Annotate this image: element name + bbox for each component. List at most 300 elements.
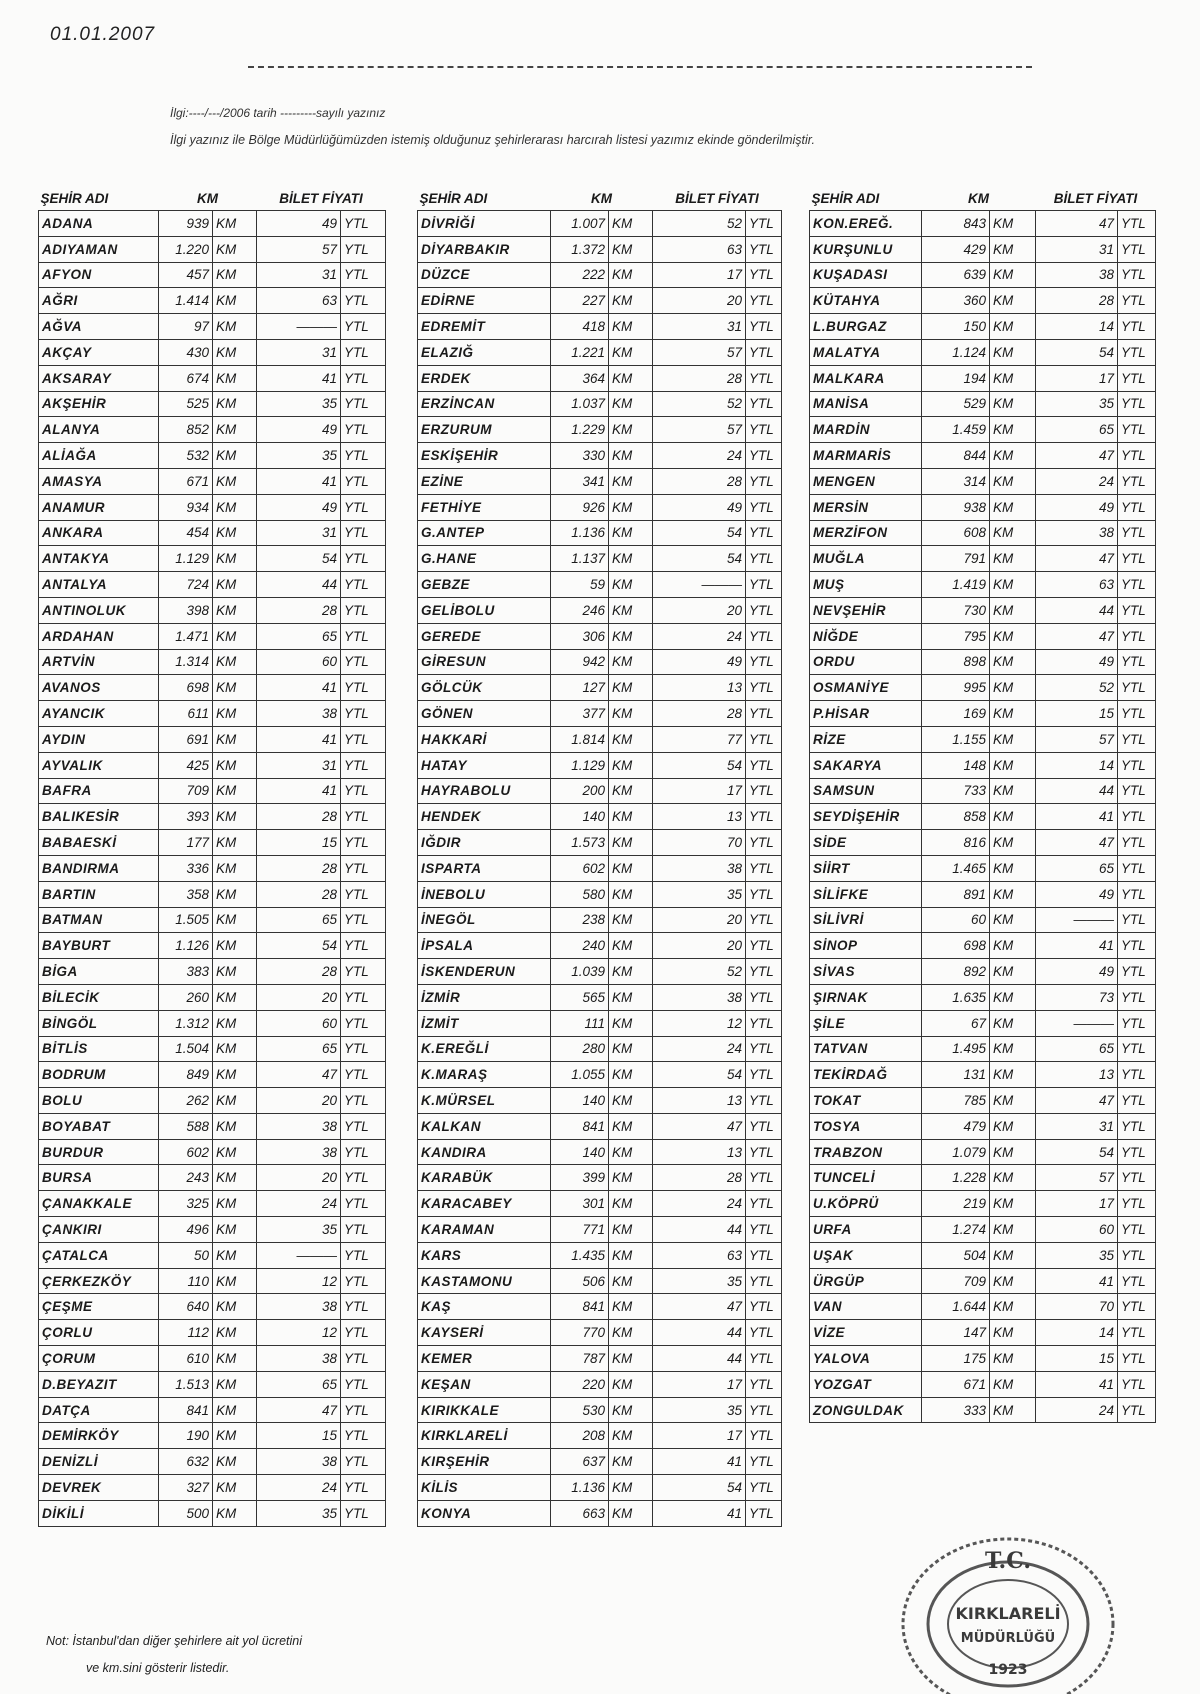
fare-cell: 49 xyxy=(653,494,746,520)
currency-cell: YTL xyxy=(746,597,782,623)
fare-cell: 54 xyxy=(257,546,341,572)
km-cell: 60 xyxy=(922,907,990,933)
fare-cell: 35 xyxy=(653,1397,746,1423)
stamp-text-lower: MÜDÜRLÜĞÜ xyxy=(960,1631,1056,1646)
currency-cell: YTL xyxy=(341,1294,386,1320)
fare-cell: 20 xyxy=(653,288,746,314)
fare-cell: 63 xyxy=(257,288,341,314)
fare-cell: ——— xyxy=(257,1242,341,1268)
table-row xyxy=(810,546,1156,572)
km-cell: 506 xyxy=(551,1268,609,1294)
fare-cell: 31 xyxy=(257,339,341,365)
city-cell: ÇATALCA xyxy=(39,1242,159,1268)
km-unit-cell: KM xyxy=(609,365,653,391)
city-cell: VİZE xyxy=(810,1320,922,1346)
table-row xyxy=(810,1062,1156,1088)
city-cell: GÖLCÜK xyxy=(418,675,551,701)
city-cell: AKŞEHİR xyxy=(39,391,159,417)
km-unit-cell: KM xyxy=(609,623,653,649)
currency-cell: YTL xyxy=(1118,1191,1156,1217)
km-cell: 841 xyxy=(551,1294,609,1320)
km-cell: 1.221 xyxy=(551,339,609,365)
km-unit-cell: KM xyxy=(213,443,257,469)
currency-cell: YTL xyxy=(1118,1346,1156,1372)
city-cell: ÇORUM xyxy=(39,1346,159,1372)
table-row xyxy=(810,855,1156,881)
currency-cell: YTL xyxy=(341,959,386,985)
city-cell: KİLİS xyxy=(418,1475,551,1501)
km-cell: 530 xyxy=(551,1397,609,1423)
table-row xyxy=(418,1371,782,1397)
km-unit-cell: KM xyxy=(990,1371,1036,1397)
currency-cell: YTL xyxy=(746,701,782,727)
km-unit-cell: KM xyxy=(990,933,1036,959)
km-unit-cell: KM xyxy=(213,288,257,314)
table-row xyxy=(39,443,386,469)
currency-cell: YTL xyxy=(746,236,782,262)
currency-cell: YTL xyxy=(746,1346,782,1372)
km-unit-cell: KM xyxy=(609,804,653,830)
currency-cell: YTL xyxy=(1118,339,1156,365)
table-row xyxy=(810,1139,1156,1165)
km-unit-cell: KM xyxy=(213,1010,257,1036)
km-cell: 532 xyxy=(159,443,213,469)
km-unit-cell: KM xyxy=(213,675,257,701)
km-unit-cell: KM xyxy=(990,959,1036,985)
km-unit-cell: KM xyxy=(213,1294,257,1320)
km-cell: 785 xyxy=(922,1088,990,1114)
km-cell: 1.459 xyxy=(922,417,990,443)
km-unit-cell: KM xyxy=(213,778,257,804)
km-cell: 1.037 xyxy=(551,391,609,417)
km-cell: 393 xyxy=(159,804,213,830)
km-cell: 1.814 xyxy=(551,726,609,752)
km-unit-cell: KM xyxy=(990,804,1036,830)
table-row xyxy=(39,830,386,856)
table-row xyxy=(39,1165,386,1191)
currency-cell: YTL xyxy=(746,1423,782,1449)
city-cell: KALKAN xyxy=(418,1113,551,1139)
km-unit-cell: KM xyxy=(213,855,257,881)
footnote xyxy=(46,1628,302,1682)
km-cell: 608 xyxy=(922,520,990,546)
km-unit-cell: KM xyxy=(609,339,653,365)
table-row xyxy=(810,1217,1156,1243)
km-unit-cell: KM xyxy=(609,1088,653,1114)
city-cell: DEVREK xyxy=(39,1475,159,1501)
currency-cell: YTL xyxy=(341,1010,386,1036)
table-row xyxy=(418,1449,782,1475)
table-row xyxy=(810,1346,1156,1372)
stamp-text-middle: KIRKLARELİ xyxy=(955,1604,1061,1623)
table-row xyxy=(418,1397,782,1423)
city-cell: YALOVA xyxy=(810,1346,922,1372)
currency-cell: YTL xyxy=(1118,546,1156,572)
km-cell: 639 xyxy=(922,262,990,288)
fare-cell: 13 xyxy=(1036,1062,1118,1088)
km-cell: 360 xyxy=(922,288,990,314)
table-header-row xyxy=(810,186,1156,211)
km-unit-cell: KM xyxy=(213,1268,257,1294)
table-row xyxy=(39,236,386,262)
table-row xyxy=(418,855,782,881)
km-unit-cell: KM xyxy=(990,855,1036,881)
fare-cell: 28 xyxy=(257,959,341,985)
fare-cell: 15 xyxy=(1036,1346,1118,1372)
km-cell: 262 xyxy=(159,1088,213,1114)
city-cell: KAŞ xyxy=(418,1294,551,1320)
table-row xyxy=(810,752,1156,778)
table-row xyxy=(418,984,782,1010)
km-cell: 663 xyxy=(551,1500,609,1526)
km-unit-cell: KM xyxy=(213,1320,257,1346)
table-row xyxy=(810,907,1156,933)
fare-cell: 17 xyxy=(653,1371,746,1397)
km-cell: 425 xyxy=(159,752,213,778)
km-unit-cell: KM xyxy=(609,1320,653,1346)
city-cell: ÇERKEZKÖY xyxy=(39,1268,159,1294)
km-unit-cell: KM xyxy=(213,211,257,237)
table-row xyxy=(810,649,1156,675)
city-cell: AYVALIK xyxy=(39,752,159,778)
table-row xyxy=(39,726,386,752)
km-unit-cell: KM xyxy=(609,1294,653,1320)
km-cell: 891 xyxy=(922,881,990,907)
table-row xyxy=(39,1010,386,1036)
city-cell: HATAY xyxy=(418,752,551,778)
km-cell: 787 xyxy=(551,1346,609,1372)
city-cell: KURŞUNLU xyxy=(810,236,922,262)
city-cell: KONYA xyxy=(418,1500,551,1526)
km-cell: 640 xyxy=(159,1294,213,1320)
fare-cell: 28 xyxy=(653,1165,746,1191)
currency-cell: YTL xyxy=(341,1397,386,1423)
km-unit-cell: KM xyxy=(990,572,1036,598)
km-cell: 611 xyxy=(159,701,213,727)
city-cell: KIRKLARELİ xyxy=(418,1423,551,1449)
km-unit-cell: KM xyxy=(609,933,653,959)
km-unit-cell: KM xyxy=(213,1088,257,1114)
km-cell: 892 xyxy=(922,959,990,985)
fare-cell: 63 xyxy=(653,236,746,262)
currency-cell: YTL xyxy=(746,443,782,469)
km-unit-cell: KM xyxy=(609,959,653,985)
city-cell: AYDIN xyxy=(39,726,159,752)
city-cell: KON.EREĞ. xyxy=(810,211,922,237)
fare-cell: 28 xyxy=(653,468,746,494)
city-cell: YOZGAT xyxy=(810,1371,922,1397)
km-unit-cell: KM xyxy=(213,262,257,288)
table-row xyxy=(39,1191,386,1217)
city-cell: BURSA xyxy=(39,1165,159,1191)
table-row xyxy=(418,1320,782,1346)
header-fare: BİLET FİYATI xyxy=(675,190,759,206)
table-row xyxy=(39,572,386,598)
fare-cell: 35 xyxy=(257,391,341,417)
table-row xyxy=(39,597,386,623)
footnote-line-2: ve km.sini gösterir listedir. xyxy=(86,1661,230,1675)
fare-cell: 35 xyxy=(653,881,746,907)
city-cell: RİZE xyxy=(810,726,922,752)
header-divider xyxy=(248,66,1032,68)
table-row xyxy=(418,933,782,959)
currency-cell: YTL xyxy=(746,262,782,288)
table-row xyxy=(418,597,782,623)
currency-cell: YTL xyxy=(1118,314,1156,340)
currency-cell: YTL xyxy=(1118,1139,1156,1165)
currency-cell: YTL xyxy=(341,597,386,623)
city-cell: BARTIN xyxy=(39,881,159,907)
km-unit-cell: KM xyxy=(990,391,1036,417)
currency-cell: YTL xyxy=(1118,1371,1156,1397)
km-unit-cell: KM xyxy=(990,365,1036,391)
fare-cell: 57 xyxy=(1036,726,1118,752)
km-unit-cell: KM xyxy=(990,520,1036,546)
km-unit-cell: KM xyxy=(213,1217,257,1243)
km-unit-cell: KM xyxy=(990,262,1036,288)
table-row xyxy=(810,314,1156,340)
km-unit-cell: KM xyxy=(213,391,257,417)
fare-cell: 38 xyxy=(257,1139,341,1165)
fare-cell: 28 xyxy=(257,855,341,881)
km-cell: 111 xyxy=(551,1010,609,1036)
currency-cell: YTL xyxy=(1118,236,1156,262)
fare-cell: 38 xyxy=(1036,262,1118,288)
currency-cell: YTL xyxy=(341,933,386,959)
fare-cell: 31 xyxy=(1036,236,1118,262)
currency-cell: YTL xyxy=(746,907,782,933)
city-cell: EDREMİT xyxy=(418,314,551,340)
km-unit-cell: KM xyxy=(213,365,257,391)
table-row xyxy=(39,494,386,520)
city-cell: TRABZON xyxy=(810,1139,922,1165)
km-unit-cell: KM xyxy=(609,1449,653,1475)
km-unit-cell: KM xyxy=(990,494,1036,520)
table-row xyxy=(39,1242,386,1268)
city-cell: EDİRNE xyxy=(418,288,551,314)
currency-cell: YTL xyxy=(1118,443,1156,469)
currency-cell: YTL xyxy=(746,804,782,830)
fare-cell: 13 xyxy=(653,1139,746,1165)
table-row xyxy=(810,494,1156,520)
fare-cell: 41 xyxy=(653,1500,746,1526)
km-unit-cell: KM xyxy=(609,1062,653,1088)
header-city: ŞEHİR ADI xyxy=(811,190,880,206)
fare-cell: 47 xyxy=(1036,1088,1118,1114)
table-row xyxy=(39,907,386,933)
km-cell: 841 xyxy=(551,1113,609,1139)
city-cell: MALKARA xyxy=(810,365,922,391)
km-cell: 240 xyxy=(551,933,609,959)
header-km: KM xyxy=(197,190,218,206)
km-cell: 791 xyxy=(922,546,990,572)
km-cell: 336 xyxy=(159,855,213,881)
fare-cell: 65 xyxy=(1036,855,1118,881)
table-row xyxy=(810,1320,1156,1346)
table-row xyxy=(418,959,782,985)
currency-cell: YTL xyxy=(341,494,386,520)
currency-cell: YTL xyxy=(746,314,782,340)
fare-cell: 44 xyxy=(1036,597,1118,623)
city-cell: URFA xyxy=(810,1217,922,1243)
fare-cell: 57 xyxy=(1036,1165,1118,1191)
km-cell: 1.129 xyxy=(159,546,213,572)
km-cell: 637 xyxy=(551,1449,609,1475)
km-cell: 1.372 xyxy=(551,236,609,262)
table-row xyxy=(39,752,386,778)
km-unit-cell: KM xyxy=(990,597,1036,623)
fare-cell: 73 xyxy=(1036,984,1118,1010)
table-row xyxy=(39,468,386,494)
currency-cell: YTL xyxy=(341,778,386,804)
km-cell: 844 xyxy=(922,443,990,469)
distance-table-2 xyxy=(417,186,782,1527)
currency-cell: YTL xyxy=(341,572,386,598)
city-cell: ARDAHAN xyxy=(39,623,159,649)
km-cell: 1.136 xyxy=(551,1475,609,1501)
table-row xyxy=(39,1036,386,1062)
city-cell: K.EREĞLİ xyxy=(418,1036,551,1062)
table-row xyxy=(418,1010,782,1036)
table-row xyxy=(39,1371,386,1397)
city-cell: KARAMAN xyxy=(418,1217,551,1243)
city-cell: KEŞAN xyxy=(418,1371,551,1397)
km-cell: 398 xyxy=(159,597,213,623)
city-cell: ÇEŞME xyxy=(39,1294,159,1320)
table-row xyxy=(39,417,386,443)
currency-cell: YTL xyxy=(1118,1242,1156,1268)
km-unit-cell: KM xyxy=(990,1165,1036,1191)
city-cell: KARS xyxy=(418,1242,551,1268)
city-cell: İNEGÖL xyxy=(418,907,551,933)
km-cell: 140 xyxy=(551,804,609,830)
currency-cell: YTL xyxy=(746,984,782,1010)
km-unit-cell: KM xyxy=(609,262,653,288)
city-cell: MUĞLA xyxy=(810,546,922,572)
table-row xyxy=(810,701,1156,727)
subject-line: İlgi yazınız ile Bölge Müdürlüğümüzden istemiş olduğunuz şehirlerarası harcırah listesi yazımız ekinde gönderilmiştir. xyxy=(170,133,815,147)
km-cell: 816 xyxy=(922,830,990,856)
fare-cell: 35 xyxy=(1036,1242,1118,1268)
header-city: ŞEHİR ADI xyxy=(419,190,488,206)
km-unit-cell: KM xyxy=(609,211,653,237)
fare-cell: 20 xyxy=(653,907,746,933)
km-unit-cell: KM xyxy=(990,726,1036,752)
km-cell: 938 xyxy=(922,494,990,520)
km-unit-cell: KM xyxy=(213,1139,257,1165)
km-cell: 364 xyxy=(551,365,609,391)
fare-cell: 24 xyxy=(653,1191,746,1217)
km-unit-cell: KM xyxy=(990,1113,1036,1139)
km-unit-cell: KM xyxy=(609,236,653,262)
km-cell: 222 xyxy=(551,262,609,288)
km-unit-cell: KM xyxy=(990,236,1036,262)
km-cell: 358 xyxy=(159,881,213,907)
km-cell: 1.471 xyxy=(159,623,213,649)
currency-cell: YTL xyxy=(1118,365,1156,391)
km-cell: 898 xyxy=(922,649,990,675)
km-unit-cell: KM xyxy=(609,701,653,727)
city-cell: FETHİYE xyxy=(418,494,551,520)
table-row xyxy=(418,752,782,778)
fare-cell: 49 xyxy=(257,417,341,443)
city-cell: BURDUR xyxy=(39,1139,159,1165)
km-unit-cell: KM xyxy=(609,675,653,701)
table-row xyxy=(39,623,386,649)
fare-cell: 47 xyxy=(1036,546,1118,572)
table-row xyxy=(418,1346,782,1372)
fare-cell: 70 xyxy=(653,830,746,856)
km-unit-cell: KM xyxy=(213,236,257,262)
fare-cell: 38 xyxy=(257,701,341,727)
km-unit-cell: KM xyxy=(213,597,257,623)
fare-cell: 49 xyxy=(1036,494,1118,520)
km-cell: 330 xyxy=(551,443,609,469)
currency-cell: YTL xyxy=(341,1423,386,1449)
km-cell: 327 xyxy=(159,1475,213,1501)
table-row xyxy=(39,1320,386,1346)
km-unit-cell: KM xyxy=(609,1423,653,1449)
currency-cell: YTL xyxy=(746,339,782,365)
city-cell: MARDİN xyxy=(810,417,922,443)
km-cell: 194 xyxy=(922,365,990,391)
city-cell: KIRIKKALE xyxy=(418,1397,551,1423)
km-cell: 479 xyxy=(922,1113,990,1139)
fare-cell: 47 xyxy=(653,1294,746,1320)
km-cell: 246 xyxy=(551,597,609,623)
table-row xyxy=(418,830,782,856)
km-cell: 588 xyxy=(159,1113,213,1139)
fare-cell: 28 xyxy=(257,881,341,907)
km-unit-cell: KM xyxy=(609,1191,653,1217)
fare-cell: 65 xyxy=(257,623,341,649)
km-unit-cell: KM xyxy=(213,1113,257,1139)
city-cell: ERDEK xyxy=(418,365,551,391)
km-unit-cell: KM xyxy=(609,597,653,623)
km-cell: 852 xyxy=(159,417,213,443)
city-cell: EZİNE xyxy=(418,468,551,494)
table-row xyxy=(418,1475,782,1501)
currency-cell: YTL xyxy=(746,211,782,237)
table-row xyxy=(39,778,386,804)
city-cell: SİLİVRİ xyxy=(810,907,922,933)
fare-cell: 41 xyxy=(1036,933,1118,959)
km-cell: 150 xyxy=(922,314,990,340)
km-unit-cell: KM xyxy=(990,1242,1036,1268)
table-row xyxy=(39,391,386,417)
km-unit-cell: KM xyxy=(990,623,1036,649)
reference-line: İlgi:----/---/2006 tarih ---------sayılı yazınız xyxy=(170,106,386,120)
stamp-year: 1923 xyxy=(988,1662,1028,1678)
currency-cell: YTL xyxy=(1118,726,1156,752)
fare-cell: 17 xyxy=(1036,365,1118,391)
city-cell: GEREDE xyxy=(418,623,551,649)
header-city: ŞEHİR ADI xyxy=(40,190,109,206)
table-row xyxy=(39,804,386,830)
city-cell: D.BEYAZIT xyxy=(39,1371,159,1397)
km-unit-cell: KM xyxy=(213,984,257,1010)
km-unit-cell: KM xyxy=(990,675,1036,701)
table-row xyxy=(39,1397,386,1423)
city-cell: NEVŞEHİR xyxy=(810,597,922,623)
km-cell: 730 xyxy=(922,597,990,623)
currency-cell: YTL xyxy=(746,417,782,443)
currency-cell: YTL xyxy=(746,1036,782,1062)
table-row xyxy=(418,726,782,752)
table-row xyxy=(39,339,386,365)
fare-cell: 41 xyxy=(1036,1268,1118,1294)
table-row xyxy=(810,881,1156,907)
